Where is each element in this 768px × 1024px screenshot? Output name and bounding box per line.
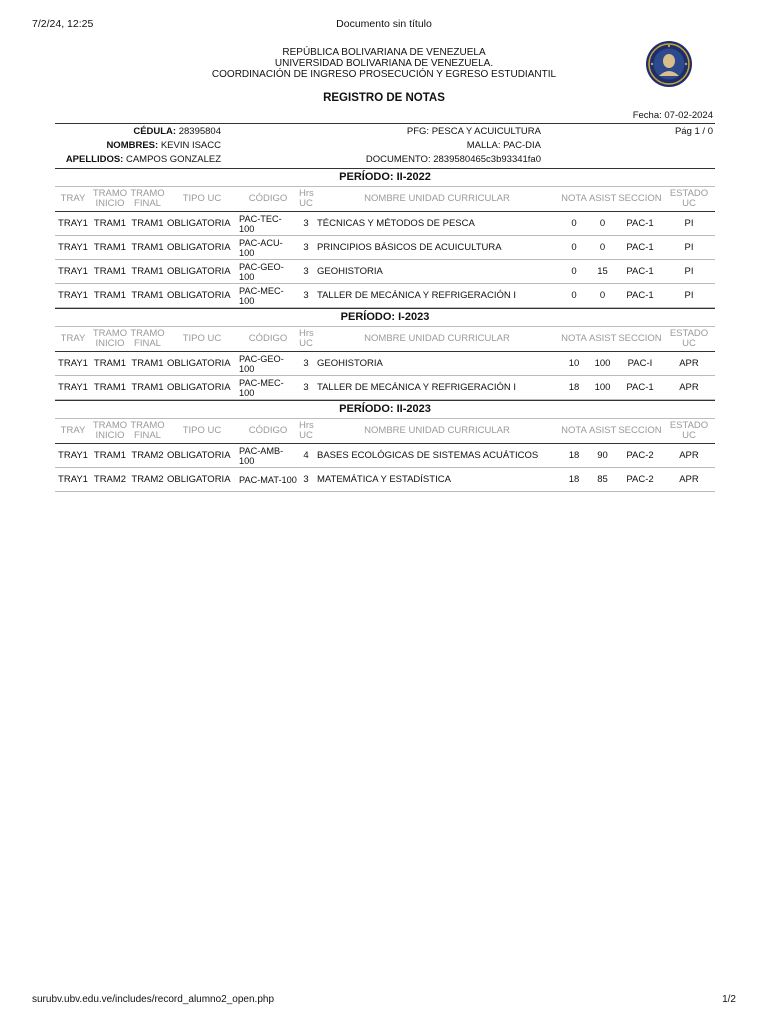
- cell-tipo-uc: OBLIGATORIA: [166, 212, 238, 236]
- table-row: [55, 468, 715, 492]
- header-tramo-final: TRAMO FINAL: [129, 187, 166, 212]
- nombres-field: NOMBRES: KEVIN ISACC: [106, 140, 221, 151]
- page-indicator: Pág 1 / 0: [674, 126, 713, 137]
- grades-table: [55, 186, 715, 308]
- cell-codigo: PAC-AMB-100: [238, 444, 298, 468]
- report-date: Fecha: 07-02-2024: [632, 110, 713, 121]
- header-tipo-uc: TIPO UC: [166, 327, 238, 352]
- print-title: Documento sin título: [336, 18, 432, 30]
- cell-tramo-inicio: TRAM1: [91, 284, 129, 308]
- cell-nombre-uc: BASES ECOLÓGICAS DE SISTEMAS ACUÁTICOS: [314, 444, 560, 468]
- cell-tipo-uc: OBLIGATORIA: [166, 468, 238, 492]
- nombres-value: KEVIN ISACC: [160, 140, 221, 151]
- print-page-number: 1/2: [722, 994, 736, 1005]
- cell-tipo-uc: OBLIGATORIA: [166, 444, 238, 468]
- cell-codigo: PAC-MEC-100: [238, 284, 298, 308]
- apellidos-field: APELLIDOS: CAMPOS GONZALEZ: [65, 154, 221, 165]
- header-nombre-uc: NOMBRE UNIDAD CURRICULAR: [314, 187, 560, 212]
- cell-nota: 0: [560, 236, 588, 260]
- header-codigo: CÓDIGO: [238, 327, 298, 352]
- cell-nota: 0: [560, 260, 588, 284]
- print-url: surubv.ubv.edu.ve/includes/record_alumno2_open.php: [32, 994, 275, 1005]
- cell-tramo-inicio: TRAM1: [91, 444, 129, 468]
- header-tramo-final: TRAMO FINAL: [129, 419, 166, 444]
- cell-tramo-final: TRAM2: [129, 468, 166, 492]
- cell-nota: 10: [560, 352, 588, 376]
- header-nombre-uc: NOMBRE UNIDAD CURRICULAR: [314, 419, 560, 444]
- cell-estado-uc: APR: [663, 468, 715, 492]
- cell-codigo: PAC-MEC-100: [238, 376, 298, 400]
- header-tramo-inicio: TRAMO INICIO: [91, 187, 129, 212]
- cell-nota: 0: [560, 212, 588, 236]
- report-title: REGISTRO DE NOTAS: [323, 92, 445, 104]
- periods-container: [55, 168, 715, 492]
- header-codigo: CÓDIGO: [238, 187, 298, 212]
- header-asist: ASIST: [588, 327, 617, 352]
- cell-asist: 0: [588, 236, 617, 260]
- documento-field: DOCUMENTO: 2839580465c3b93341fa0: [365, 154, 541, 165]
- cell-nota: 18: [560, 444, 588, 468]
- cell-tray: TRAY1: [55, 236, 91, 260]
- cedula-field: CÉDULA: 28395804: [133, 126, 221, 137]
- cell-nombre-uc: TALLER DE MECÁNICA Y REFRIGERACIÓN I: [314, 284, 560, 308]
- header-tipo-uc: TIPO UC: [166, 419, 238, 444]
- header-nota: NOTA: [560, 327, 588, 352]
- cell-nombre-uc: MATEMÁTICA Y ESTADÍSTICA: [314, 468, 560, 492]
- cell-nombre-uc: TÉCNICAS Y MÉTODOS DE PESCA: [314, 212, 560, 236]
- cell-estado-uc: PI: [663, 284, 715, 308]
- cell-asist: 100: [588, 376, 617, 400]
- cell-hrs-uc: 3: [298, 376, 314, 400]
- table-row: [55, 376, 715, 400]
- cell-estado-uc: PI: [663, 236, 715, 260]
- cell-estado-uc: APR: [663, 444, 715, 468]
- table-row: [55, 260, 715, 284]
- header-estado-uc: ESTADO UC: [663, 187, 715, 212]
- record-content: [55, 109, 715, 492]
- cell-codigo: PAC-TEC-100: [238, 212, 298, 236]
- table-header-row: [55, 327, 715, 352]
- grades-table: [55, 326, 715, 400]
- print-header: [32, 18, 736, 32]
- cell-tramo-final: TRAM2: [129, 444, 166, 468]
- cell-hrs-uc: 3: [298, 352, 314, 376]
- cell-tramo-inicio: TRAM1: [91, 236, 129, 260]
- header-tramo-final: TRAMO FINAL: [129, 327, 166, 352]
- cell-tray: TRAY1: [55, 352, 91, 376]
- header-asist: ASIST: [588, 419, 617, 444]
- pfg-field: PFG: PESCA Y ACUICULTURA: [406, 126, 541, 137]
- cell-codigo: PAC-ACU-100: [238, 236, 298, 260]
- cell-tramo-inicio: TRAM2: [91, 468, 129, 492]
- cell-tray: TRAY1: [55, 212, 91, 236]
- malla-field: MALLA: PAC-DIA: [466, 140, 541, 151]
- table-row: [55, 236, 715, 260]
- cell-seccion: PAC-1: [617, 284, 663, 308]
- cell-codigo: PAC-GEO-100: [238, 352, 298, 376]
- table-header-row: [55, 187, 715, 212]
- cell-codigo: PAC-MAT-100: [238, 468, 298, 492]
- cell-tipo-uc: OBLIGATORIA: [166, 352, 238, 376]
- header-tipo-uc: TIPO UC: [166, 187, 238, 212]
- cell-tramo-inicio: TRAM1: [91, 260, 129, 284]
- institution-line-3: COORDINACIÓN DE INGRESO PROSECUCIÓN Y EGRESO ESTUDIANTIL: [211, 69, 557, 80]
- table-row: [55, 284, 715, 308]
- cell-tray: TRAY1: [55, 284, 91, 308]
- cell-nota: 18: [560, 468, 588, 492]
- cell-tramo-inicio: TRAM1: [91, 352, 129, 376]
- cell-nombre-uc: GEOHISTORIA: [314, 260, 560, 284]
- cell-seccion: PAC-1: [617, 212, 663, 236]
- cell-asist: 15: [588, 260, 617, 284]
- table-row: [55, 444, 715, 468]
- cell-hrs-uc: 3: [298, 284, 314, 308]
- institution-line-2: UNIVERSIDAD BOLIVARIANA DE VENEZUELA.: [274, 58, 494, 69]
- header-hrs-uc: Hrs UC: [298, 187, 314, 212]
- cell-seccion: PAC-2: [617, 468, 663, 492]
- cell-tray: TRAY1: [55, 468, 91, 492]
- cell-hrs-uc: 3: [298, 468, 314, 492]
- cell-hrs-uc: 3: [298, 212, 314, 236]
- header-estado-uc: ESTADO UC: [663, 327, 715, 352]
- header-codigo: CÓDIGO: [238, 419, 298, 444]
- cell-tray: TRAY1: [55, 260, 91, 284]
- table-row: [55, 212, 715, 236]
- period-title: PERÍODO: I-2023: [55, 308, 715, 326]
- cell-asist: 90: [588, 444, 617, 468]
- cedula-value: 28395804: [178, 126, 221, 137]
- cell-asist: 0: [588, 212, 617, 236]
- cell-tipo-uc: OBLIGATORIA: [166, 260, 238, 284]
- cell-tipo-uc: OBLIGATORIA: [166, 284, 238, 308]
- header-hrs-uc: Hrs UC: [298, 327, 314, 352]
- cell-nombre-uc: GEOHISTORIA: [314, 352, 560, 376]
- cell-asist: 100: [588, 352, 617, 376]
- cell-tramo-final: TRAM1: [129, 212, 166, 236]
- cell-tramo-inicio: TRAM1: [91, 376, 129, 400]
- cell-estado-uc: PI: [663, 212, 715, 236]
- apellidos-value: CAMPOS GONZALEZ: [125, 154, 221, 165]
- table-header-row: [55, 419, 715, 444]
- cell-hrs-uc: 4: [298, 444, 314, 468]
- header-asist: ASIST: [588, 187, 617, 212]
- cell-estado-uc: APR: [663, 352, 715, 376]
- header-seccion: SECCION: [617, 327, 663, 352]
- header-tray: TRAY: [55, 419, 91, 444]
- header-hrs-uc: Hrs UC: [298, 419, 314, 444]
- cell-tramo-final: TRAM1: [129, 236, 166, 260]
- grades-table: [55, 418, 715, 492]
- period-title: PERÍODO: II-2023: [55, 400, 715, 418]
- cell-tray: TRAY1: [55, 444, 91, 468]
- cell-tramo-final: TRAM1: [129, 376, 166, 400]
- header-nombre-uc: NOMBRE UNIDAD CURRICULAR: [314, 327, 560, 352]
- institution-line-1: REPÚBLICA BOLIVARIANA DE VENEZUELA: [282, 47, 486, 58]
- print-footer: [32, 994, 736, 1008]
- cell-tipo-uc: OBLIGATORIA: [166, 236, 238, 260]
- cell-seccion: PAC-I: [617, 352, 663, 376]
- period-title: PERÍODO: II-2022: [55, 168, 715, 186]
- header-nota: NOTA: [560, 187, 588, 212]
- cell-nombre-uc: TALLER DE MECÁNICA Y REFRIGERACIÓN I: [314, 376, 560, 400]
- header-tramo-inicio: TRAMO INICIO: [91, 419, 129, 444]
- header-tray: TRAY: [55, 327, 91, 352]
- cell-tray: TRAY1: [55, 376, 91, 400]
- cell-seccion: PAC-1: [617, 236, 663, 260]
- cell-seccion: PAC-1: [617, 376, 663, 400]
- cell-hrs-uc: 3: [298, 236, 314, 260]
- cell-hrs-uc: 3: [298, 260, 314, 284]
- cell-asist: 85: [588, 468, 617, 492]
- cell-seccion: PAC-2: [617, 444, 663, 468]
- cell-estado-uc: PI: [663, 260, 715, 284]
- cell-nombre-uc: PRINCIPIOS BÁSICOS DE ACUICULTURA: [314, 236, 560, 260]
- cell-codigo: PAC-GEO-100: [238, 260, 298, 284]
- table-row: [55, 352, 715, 376]
- cell-seccion: PAC-1: [617, 260, 663, 284]
- cell-tramo-final: TRAM1: [129, 260, 166, 284]
- cell-tramo-final: TRAM1: [129, 284, 166, 308]
- header-tramo-inicio: TRAMO INICIO: [91, 327, 129, 352]
- cell-nota: 18: [560, 376, 588, 400]
- cell-estado-uc: APR: [663, 376, 715, 400]
- header-estado-uc: ESTADO UC: [663, 419, 715, 444]
- cell-tramo-final: TRAM1: [129, 352, 166, 376]
- print-date: 7/2/24, 12:25: [32, 18, 94, 30]
- student-info: [55, 124, 715, 168]
- header-seccion: SECCION: [617, 419, 663, 444]
- cell-nota: 0: [560, 284, 588, 308]
- cell-tramo-inicio: TRAM1: [91, 212, 129, 236]
- university-seal-icon: [645, 40, 693, 88]
- cell-asist: 0: [588, 284, 617, 308]
- header-nota: NOTA: [560, 419, 588, 444]
- cell-tipo-uc: OBLIGATORIA: [166, 376, 238, 400]
- header-tray: TRAY: [55, 187, 91, 212]
- header-seccion: SECCION: [617, 187, 663, 212]
